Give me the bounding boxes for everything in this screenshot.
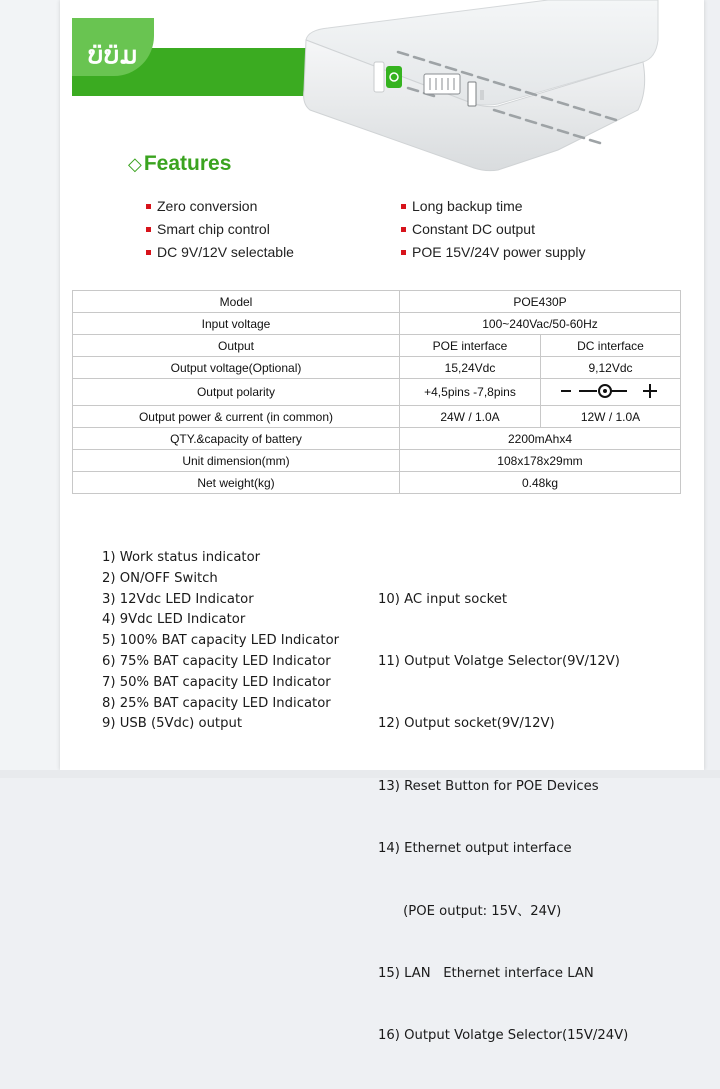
list-item: 2) ON/OFF Switch (102, 570, 218, 586)
table-row (73, 357, 681, 379)
list-item: 11) Output Volatge Selector(9V/12V) (378, 653, 620, 669)
list-item: 8) 25% BAT capacity LED Indicator (102, 695, 331, 711)
table-row (73, 450, 681, 472)
list-item: 9) USB (5Vdc) output (102, 716, 243, 732)
ups-device-image (298, 0, 658, 170)
bullet-icon (401, 204, 406, 209)
table-cell: DC interface (541, 335, 681, 357)
bullet-icon (401, 250, 406, 255)
table-row (73, 291, 681, 313)
table-cell: Output power & current (in common) (73, 406, 400, 428)
list-item: 13) Reset Button for POE Devices (378, 778, 599, 794)
table-cell: Output (73, 335, 400, 357)
table-cell: Output polarity (73, 379, 400, 406)
list-item: 15) LAN Ethernet interface LAN (378, 965, 594, 981)
bullet-icon (146, 250, 151, 255)
table-cell: Input voltage (73, 313, 400, 335)
bullet-icon (146, 227, 151, 232)
product-sheet (60, 0, 704, 1044)
feature-item: DC 9V/12V selectable (146, 244, 294, 260)
page-margin-left (0, 0, 60, 778)
component-list-left (102, 548, 339, 735)
list-item: 7) 50% BAT capacity LED Indicator (102, 674, 331, 690)
diamond-icon: ◇ (128, 154, 142, 174)
table-row (73, 313, 681, 335)
list-item: (POE output: 15V、24V) (378, 903, 562, 919)
table-cell: 0.48kg (400, 472, 681, 494)
page-margin-bottom (0, 770, 720, 778)
table-cell: POE interface (400, 335, 541, 357)
list-item: 12) Output socket(9V/12V) (378, 716, 555, 732)
table-cell: Output voltage(Optional) (73, 357, 400, 379)
list-item: 14) Ethernet output interface (378, 841, 572, 857)
table-row (73, 335, 681, 357)
feature-item: Constant DC output (401, 221, 535, 237)
table-cell: 108x178x29mm (400, 450, 681, 472)
brand-logo: ບ̈ບ̈ມ (72, 18, 154, 76)
features-heading: ◇Features (128, 152, 232, 175)
table-cell: +4,5pins -7,8pins (400, 379, 541, 406)
table-row (73, 406, 681, 428)
table-cell: POE430P (400, 291, 681, 313)
feature-item: Smart chip control (146, 221, 270, 237)
list-item: 3) 12Vdc LED Indicator (102, 591, 254, 607)
table-row (73, 379, 681, 406)
table-cell: 9,12Vdc (541, 357, 681, 379)
feature-item: Zero conversion (146, 198, 257, 214)
table-row (73, 472, 681, 494)
list-item: 10) AC input socket (378, 591, 508, 607)
table-cell: 100~240Vac/50-60Hz (400, 313, 681, 335)
list-item: 1) Work status indicator (102, 550, 261, 565)
spec-table (72, 290, 681, 494)
table-cell: 2200mAhx4 (400, 428, 681, 450)
component-list-right (378, 548, 628, 1089)
list-item: 5) 100% BAT capacity LED Indicator (102, 633, 340, 649)
bullet-icon (146, 204, 151, 209)
table-cell: Net weight(kg) (73, 472, 400, 494)
table-cell: Unit dimension(mm) (73, 450, 400, 472)
feature-item: Long backup time (401, 198, 523, 214)
table-cell: Model (73, 291, 400, 313)
list-item: 4) 9Vdc LED Indicator (102, 612, 246, 628)
list-item: 16) Output Volatge Selector(15V/24V) (378, 1028, 629, 1044)
list-item: 6) 75% BAT capacity LED Indicator (102, 653, 331, 669)
dc-polarity-symbol-icon (559, 383, 663, 399)
bullet-icon (401, 227, 406, 232)
table-cell (541, 379, 681, 406)
table-row (73, 428, 681, 450)
feature-item: POE 15V/24V power supply (401, 244, 586, 260)
table-cell: QTY.&capacity of battery (73, 428, 400, 450)
table-cell: 15,24Vdc (400, 357, 541, 379)
table-cell: 12W / 1.0A (541, 406, 681, 428)
table-cell: 24W / 1.0A (400, 406, 541, 428)
